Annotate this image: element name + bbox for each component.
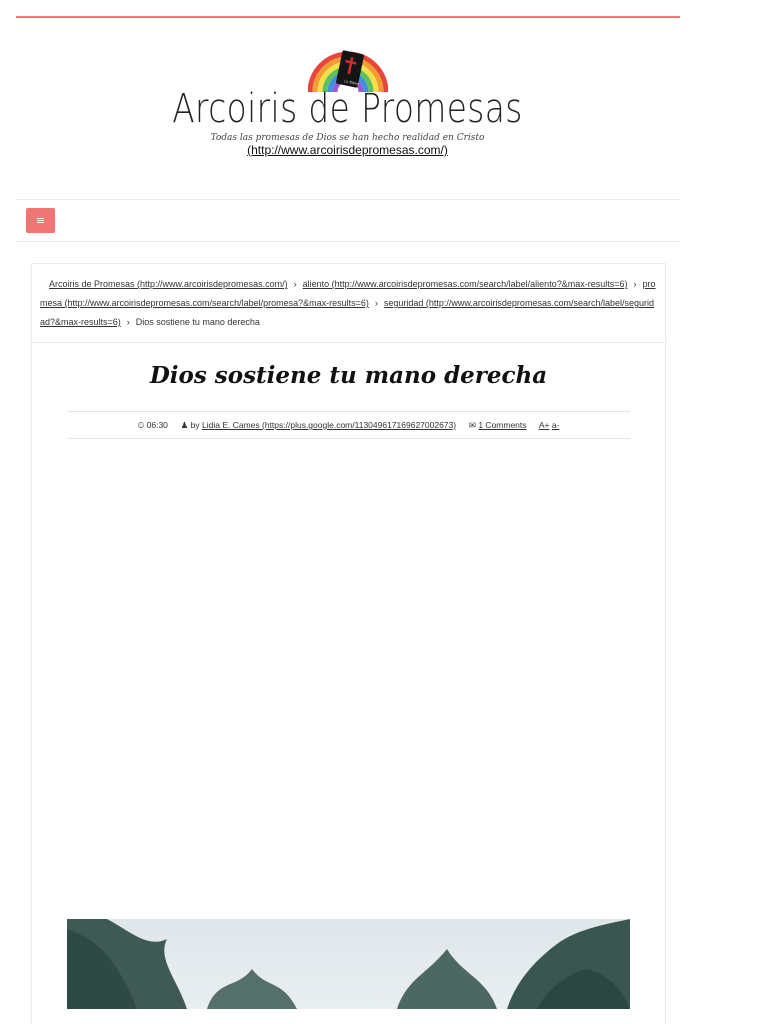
user-icon: ♟	[180, 420, 189, 430]
font-decrease-button[interactable]: a-	[551, 420, 560, 430]
top-accent-line	[16, 16, 680, 18]
svg-text:La Biblia: La Biblia	[343, 79, 359, 87]
breadcrumb-separator-icon: ›	[633, 279, 637, 289]
post-hero-image	[67, 919, 630, 1009]
breadcrumb-link-aliento[interactable]: aliento (http://www.arcoirisdepromesas.com/search/label/aliento?&max-results=6)	[302, 279, 628, 289]
post-card	[31, 263, 666, 1024]
post-by-label: by	[190, 420, 200, 430]
site-tagline: Todas las promesas de Dios se han hecho realidad en Cristo	[210, 133, 485, 143]
breadcrumb-current: Dios sostiene tu mano derecha	[135, 317, 260, 327]
post-author-link[interactable]: Lidia E. Cames (https://plus.google.com/113049617169627002673)	[202, 420, 457, 430]
site-title[interactable]: Arcoiris de Promesas	[172, 86, 523, 132]
post-title: Dios sostiene tu mano derecha	[149, 362, 548, 389]
breadcrumb-link-home[interactable]: Arcoiris de Promesas (http://www.arcoirisdepromesas.com/)	[49, 279, 288, 289]
post-meta-bar	[67, 411, 630, 439]
breadcrumb-separator-icon: ›	[126, 317, 130, 327]
site-url-link[interactable]: (http://www.arcoirisdepromesas.com/)	[247, 143, 448, 157]
post-time: 06:30	[146, 420, 168, 430]
hamburger-icon: ≡	[35, 214, 46, 227]
clock-icon: ⏲	[137, 420, 145, 430]
breadcrumb-link-promesa[interactable]: promesa (http://www.arcoirisdepromesas.com/search/label/promesa?&max-results=6)	[40, 279, 656, 308]
hamburger-menu-button[interactable]	[26, 208, 55, 233]
site-header	[0, 48, 695, 157]
font-increase-button[interactable]: A+	[538, 420, 550, 430]
breadcrumb	[32, 264, 665, 343]
breadcrumb-separator-icon: ›	[293, 279, 297, 289]
comments-icon: ✉	[468, 420, 476, 430]
post-comments-link[interactable]: 1 Comments	[478, 420, 527, 430]
breadcrumb-link-seguridad[interactable]: seguridad (http://www.arcoirisdepromesas.com/search/label/seguridad?&max-results=6)	[40, 298, 654, 327]
main-nav-bar	[16, 199, 680, 242]
breadcrumb-separator-icon: ›	[374, 298, 378, 308]
